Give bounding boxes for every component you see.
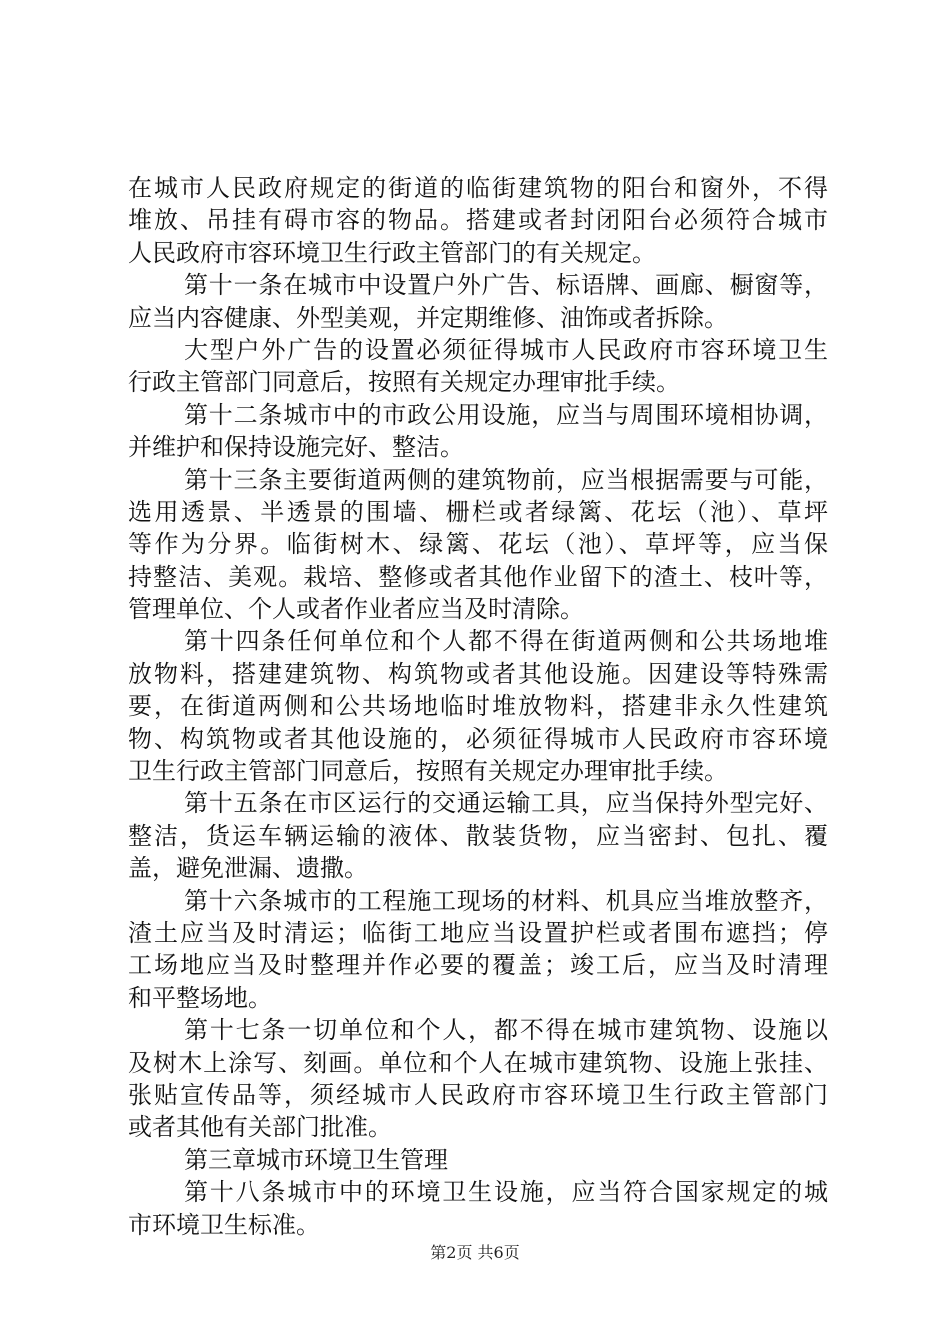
text-line: 持整洁、美观。栽培、整修或者其他作业留下的渣土、枝叶等， [128, 562, 828, 591]
text-line: 管理单位、个人或者作业者应当及时清除。 [128, 595, 584, 624]
text-line: 渣土应当及时清运；临街工地应当设置护栏或者围布遮挡；停 [128, 918, 828, 947]
text-line: 和平整场地。 [128, 983, 272, 1012]
page-number: 第2页 共6页 [430, 1243, 520, 1262]
article-17-start: 第十七条一切单位和个人，都不得在城市建筑物、设施以 [184, 1016, 828, 1045]
text-line: 等作为分界。临街树木、绿篱、花坛（池）、草坪等，应当保 [128, 530, 828, 559]
text-line: 放物料，搭建建筑物、构筑物或者其他设施。因建设等特殊需 [128, 659, 828, 688]
text-line: 应当内容健康、外型美观，并定期维修、油饰或者拆除。 [128, 303, 728, 332]
text-line: 要，在街道两侧和公共场地临时堆放物料，搭建非永久性建筑 [128, 692, 828, 721]
article-13-start: 第十三条主要街道两侧的建筑物前，应当根据需要与可能， [184, 465, 828, 494]
text-line: 人民政府市容环境卫生行政主管部门的有关规定。 [128, 238, 656, 267]
text-line: 并维护和保持设施完好、整洁。 [128, 433, 464, 462]
article-11-start: 第十一条在城市中设置户外广告、标语牌、画廊、橱窗等， [184, 271, 828, 300]
article-12-start: 第十二条城市中的市政公用设施，应当与周围环境相协调， [184, 400, 828, 429]
text-line: 在城市人民政府规定的街道的临街建筑物的阳台和窗外，不得 [128, 174, 828, 202]
text-line: 卫生行政主管部门同意后，按照有关规定办理审批手续。 [128, 757, 728, 786]
article-18-start: 第十八条城市中的环境卫生设施，应当符合国家规定的城 [184, 1178, 828, 1207]
chapter-3-heading: 第三章城市环境卫生管理 [184, 1145, 448, 1174]
text-line: 行政主管部门同意后，按照有关规定办理审批手续。 [128, 368, 680, 397]
text-line: 选用透景、半透景的围墙、栅栏或者绿篱、花坛（池）、草坪 [128, 497, 828, 526]
text-line: 张贴宣传品等，须经城市人民政府市容环境卫生行政主管部门 [128, 1080, 828, 1109]
text-line: 或者其他有关部门批准。 [128, 1113, 392, 1142]
text-line: 盖，避免泄漏、遗撒。 [128, 854, 368, 883]
text-line: 堆放、吊挂有碍市容的物品。搭建或者封闭阳台必须符合城市 [128, 206, 828, 235]
document-body [128, 172, 828, 1241]
article-14-start: 第十四条任何单位和个人都不得在街道两侧和公共场地堆 [184, 627, 828, 656]
text-line: 工场地应当及时整理并作必要的覆盖；竣工后，应当及时清理 [128, 951, 828, 980]
text-line: 市环境卫生标准。 [128, 1210, 320, 1239]
article-16-start: 第十六条城市的工程施工现场的材料、机具应当堆放整齐， [184, 886, 828, 915]
text-line: 及树木上涂写、刻画。单位和个人在城市建筑物、设施上张挂、 [128, 1048, 828, 1077]
article-15-start: 第十五条在市区运行的交通运输工具，应当保持外型完好、 [184, 789, 828, 818]
text-line: 整洁，货运车辆运输的液体、散装货物，应当密封、包扎、覆 [128, 821, 828, 850]
paragraph-start: 大型户外广告的设置必须征得城市人民政府市容环境卫生 [184, 335, 828, 364]
text-line: 物、构筑物或者其他设施的，必须征得城市人民政府市容环境 [128, 724, 828, 753]
